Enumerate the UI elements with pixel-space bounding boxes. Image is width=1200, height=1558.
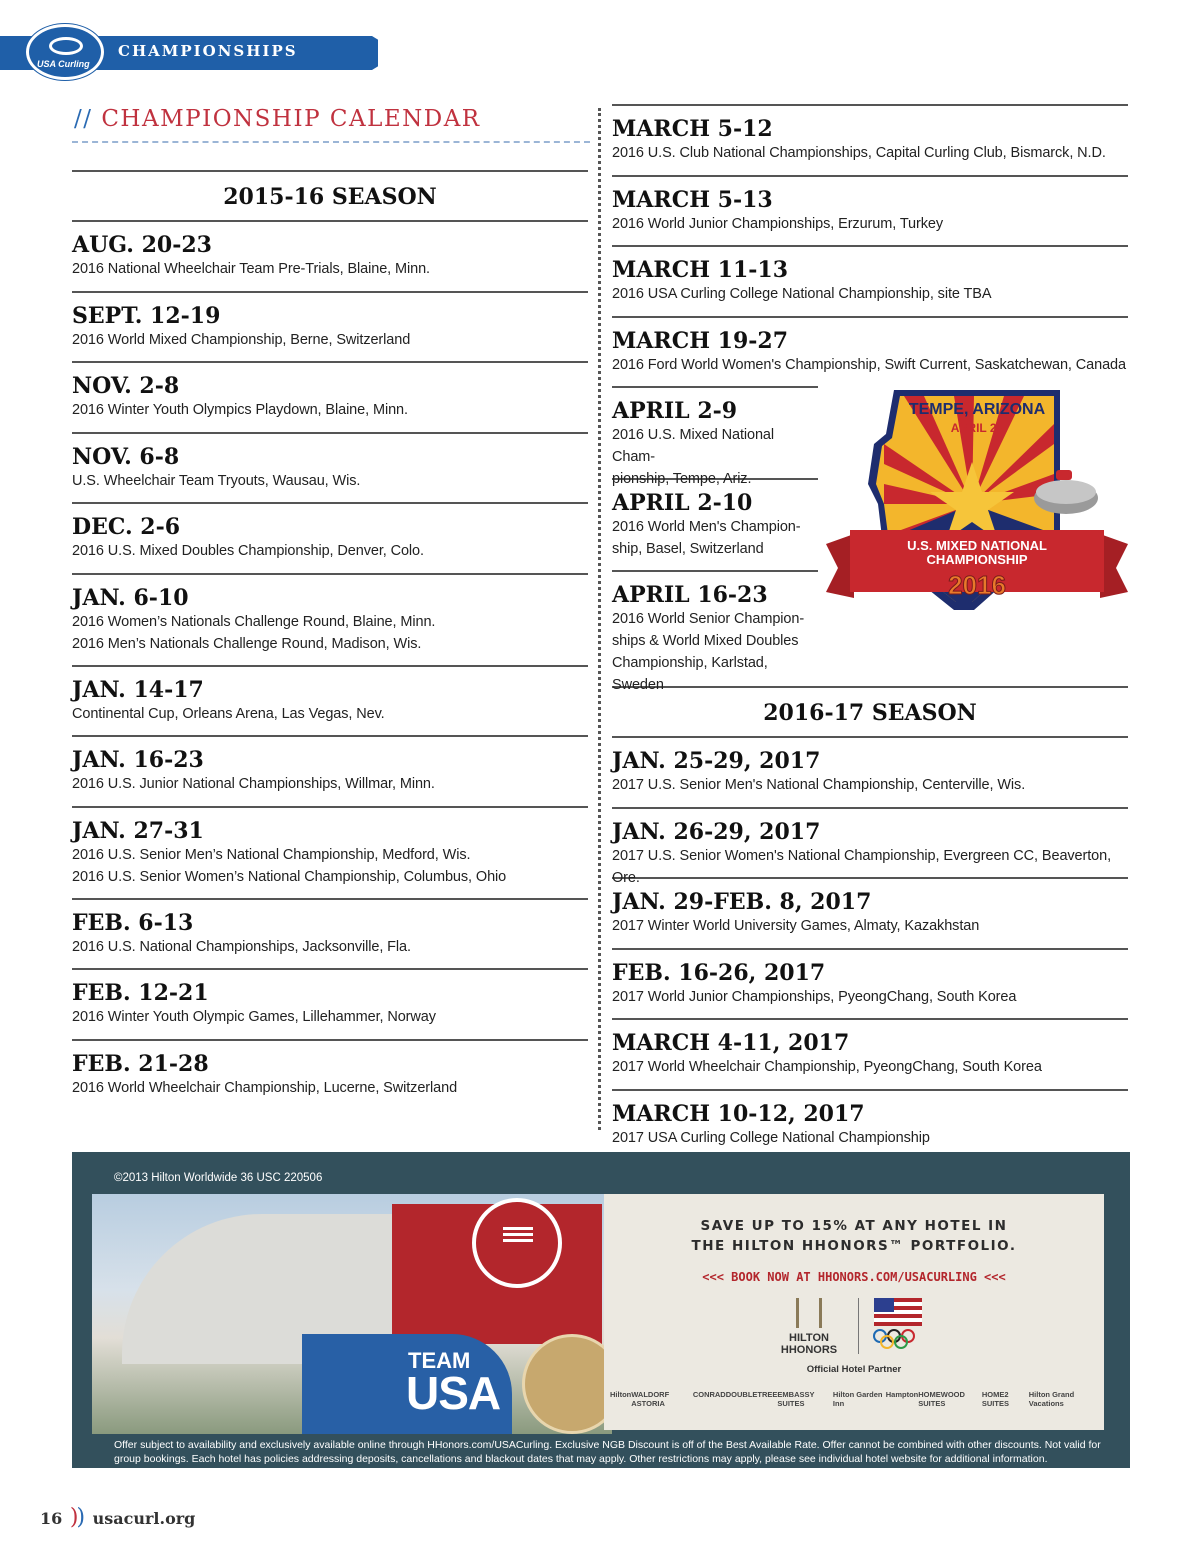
- calendar-event: [612, 478, 818, 570]
- badge-ribbon-line-1: U.S. MIXED NATIONAL: [907, 538, 1047, 553]
- event-description: 2016 U.S. Club National Championships, Capital Curling Club, Bismarck, N.D.: [612, 145, 1106, 161]
- team-usa-sign: [302, 1334, 512, 1434]
- event-description: 2016 World Mixed Championship, Berne, Switzerland: [72, 331, 411, 348]
- event-date: JAN. 26-29, 2017: [612, 818, 821, 845]
- calendar-left-column: [72, 170, 588, 1109]
- hhonors-h-icon: [796, 1298, 822, 1328]
- event-description: ship, Basel, Switzerland: [612, 541, 764, 557]
- ad-fine-print: Offer subject to availability and exclusively available online through HHonors.com/USACurling. Exclusive NGB Discount is off of the Best Available Rate. Offer cannot be combined with other discounts. Not valid for group bookings. Each hotel has policies addressing deposits, cancellations and blackout dates that may apply. Other restrictions may apply, please see individual hotel website for additional information.: [114, 1439, 1101, 1465]
- section-label: CHAMPIONSHIPS: [118, 42, 298, 60]
- event-description: 2016 Men’s Nationals Challenge Round, Madison, Wis.: [72, 635, 422, 652]
- event-description: 2016 World Senior Champion-: [612, 611, 805, 627]
- hotel-brand-logo: EMBASSY SUITES: [777, 1390, 815, 1408]
- hotel-brand-logo: HOME2 SUITES: [981, 1390, 1009, 1408]
- badge-dates: APRIL 2-9: [950, 421, 1008, 435]
- calendar-event: [72, 968, 588, 1039]
- calendar-event: [612, 948, 1128, 1019]
- ad-headline-line-1: SAVE UP TO 15% AT ANY HOTEL IN: [700, 1218, 1008, 1234]
- event-description: 2016 World Men's Champion-: [612, 519, 801, 535]
- calendar-event: [72, 220, 588, 291]
- usa-curling-logo[interactable]: [26, 24, 104, 80]
- event-description: 2016 Winter Youth Olympic Games, Lillehammer, Norway: [72, 1009, 436, 1025]
- event-date: FEB. 6-13: [72, 909, 194, 936]
- event-date: JAN. 27-31: [72, 817, 204, 844]
- calendar-event: [612, 245, 1128, 316]
- event-date: AUG. 20-23: [72, 232, 212, 258]
- event-date: FEB. 12-21: [72, 980, 209, 1006]
- event-description: pionship, Tempe, Ariz.: [612, 471, 752, 487]
- calendar-event: [72, 361, 588, 432]
- event-description: 2016 U.S. Senior Men’s National Championship, Medford, Wis.: [72, 846, 471, 863]
- event-date: JAN. 6-10: [72, 584, 189, 611]
- badge-graphic: [824, 384, 1130, 632]
- footer-url[interactable]: usacurl.org: [92, 1509, 196, 1528]
- event-date: MARCH 4-11, 2017: [612, 1030, 850, 1056]
- event-date: MARCH 19-27: [612, 327, 789, 354]
- ad-photo: [92, 1194, 612, 1434]
- hilton-hhonors-logo: [774, 1298, 844, 1356]
- ad-offer-card: [604, 1194, 1104, 1430]
- hotel-brand-logo: DOUBLETREE: [725, 1390, 778, 1399]
- olympic-committee-seal-icon: [472, 1198, 562, 1288]
- hotel-brand-logo: CONRAD: [692, 1390, 726, 1399]
- calendar-event: [72, 806, 588, 898]
- ad-headline: [604, 1216, 1104, 1256]
- event-description: 2016 U.S. Senior Women’s National Championship, Columbus, Ohio: [72, 868, 507, 885]
- calendar-event: [72, 735, 588, 806]
- calendar-event: [612, 104, 1128, 175]
- event-date: MARCH 10-12, 2017: [612, 1100, 865, 1127]
- calendar-event: [612, 316, 1128, 387]
- logo-divider: [858, 1298, 859, 1354]
- event-description: 2016 Women’s Nationals Challenge Round, Blaine, Minn.: [72, 613, 436, 630]
- calendar-event: [612, 1018, 1128, 1089]
- title-prefix: //: [74, 106, 93, 132]
- event-description: 2017 Winter World University Games, Almaty, Kazakhstan: [612, 918, 980, 934]
- event-description: 2016 Winter Youth Olympics Playdown, Blaine, Minn.: [72, 402, 408, 418]
- event-description: 2016 World Wheelchair Championship, Lucerne, Switzerland: [72, 1079, 458, 1096]
- hotel-brand-logo: WALDORF ASTORIA: [631, 1390, 670, 1408]
- event-date: SEPT. 12-19: [72, 302, 221, 329]
- event-description: 2017 World Junior Championships, PyeongChang, South Korea: [612, 988, 1017, 1005]
- page-footer: 16 )) usacurl.org: [40, 1505, 196, 1530]
- calendar-event: [72, 1039, 588, 1110]
- curling-ring-icon: [49, 37, 83, 55]
- calendar-event: [72, 898, 588, 969]
- calendar-event: [612, 570, 818, 693]
- ad-headline-line-2: THE HILTON HHONORS™ PORTFOLIO.: [691, 1238, 1017, 1254]
- calendar-event: [612, 1089, 1128, 1160]
- event-date: DEC. 2-6: [72, 514, 181, 540]
- calendar-event: [612, 736, 1128, 807]
- hotel-brand-logo: HOMEWOOD SUITES: [918, 1390, 965, 1408]
- ad-copyright: ©2013 Hilton Worldwide 36 USC 220506: [114, 1172, 323, 1184]
- event-description: 2017 USA Curling College National Championship: [612, 1129, 930, 1146]
- calendar-event: [612, 877, 1128, 948]
- team-usa-big-text: USA: [406, 1367, 501, 1419]
- event-date: JAN. 25-29, 2017: [612, 748, 821, 774]
- event-description: 2017 World Wheelchair Championship, PyeongChang, South Korea: [612, 1059, 1042, 1075]
- hotel-brand-logo: Hilton: [610, 1390, 632, 1399]
- season-heading: 2016-17 SEASON: [763, 700, 977, 726]
- event-description: 2017 U.S. Senior Men's National Championship, Centerville, Wis.: [612, 777, 1026, 793]
- title-text: CHAMPIONSHIP CALENDAR: [101, 106, 481, 132]
- ad-book-link[interactable]: <<< BOOK NOW AT HHONORS.COM/USACURLING <<<: [702, 1270, 1006, 1284]
- event-description: 2016 U.S. Mixed Doubles Championship, Denver, Colo.: [72, 543, 424, 559]
- calendar-event: [612, 386, 818, 487]
- hotel-brand-logo: Hilton Garden Inn: [832, 1390, 883, 1408]
- badge-org: USA CURLING: [981, 609, 1057, 621]
- event-description: Continental Cup, Orleans Arena, Las Vegas, Nev.: [72, 705, 385, 722]
- event-description: U.S. Wheelchair Team Tryouts, Wausau, Wis.: [72, 472, 361, 489]
- calendar-event: [72, 291, 588, 362]
- hhonors-logo-text: HILTON HHONORS: [780, 1332, 838, 1356]
- event-date: FEB. 16-26, 2017: [612, 959, 826, 986]
- page-number: 16: [40, 1509, 63, 1528]
- event-date: JAN. 29-FEB. 8, 2017: [612, 889, 872, 915]
- event-description: 2017 U.S. Senior Women's National Championship, Evergreen CC, Beaverton, Ore.: [612, 847, 1112, 886]
- hotel-brand-logo: Hampton: [885, 1390, 919, 1399]
- ad-partner-text: Official Hotel Partner: [806, 1364, 902, 1375]
- event-description: Championship, Karlstad, Sweden: [612, 655, 768, 693]
- logo-text: USA Curling: [37, 59, 90, 69]
- event-description: 2016 U.S. Mixed National Cham-: [612, 427, 775, 465]
- team-usa-small-text: TEAM: [408, 1348, 471, 1373]
- event-date: APRIL 2-10: [612, 490, 753, 516]
- event-date: JAN. 14-17: [72, 676, 204, 703]
- footer-divider-icon: ): [69, 1505, 79, 1530]
- title-divider: [72, 141, 590, 143]
- event-date: FEB. 21-28: [72, 1050, 209, 1077]
- event-description: ships & World Mixed Doubles: [612, 633, 799, 649]
- hotel-brands: [610, 1390, 1098, 1408]
- event-description: 2016 Ford World Women's Championship, Swift Current, Saskatchewan, Canada: [612, 356, 1126, 373]
- event-date: JAN. 16-23: [72, 747, 204, 773]
- event-description: 2016 U.S. National Championships, Jacksonville, Fla.: [72, 938, 411, 955]
- event-description: 2016 National Wheelchair Team Pre-Trials, Blaine, Minn.: [72, 261, 430, 277]
- olympic-rings-icon: [870, 1328, 930, 1350]
- event-date: NOV. 2-8: [72, 373, 180, 399]
- us-flag-icon: [874, 1298, 922, 1326]
- calendar-event: [72, 432, 588, 503]
- hilton-advertisement[interactable]: [72, 1152, 1130, 1468]
- badge-location: TEMPE, ARIZONA: [908, 401, 1046, 418]
- calendar-event: [72, 665, 588, 736]
- event-date: MARCH 5-12: [612, 116, 773, 142]
- badge-ribbon-line-2: CHAMPIONSHIP: [926, 552, 1028, 567]
- event-date: APRIL 2-9: [612, 398, 738, 424]
- event-date: NOV. 6-8: [72, 443, 180, 470]
- event-date: MARCH 11-13: [612, 257, 789, 283]
- event-description: 2016 USA Curling College National Championship, site TBA: [612, 286, 992, 302]
- event-date: APRIL 16-23: [612, 582, 768, 608]
- column-divider: [598, 108, 601, 1130]
- badge-year: 2016: [948, 570, 1006, 600]
- calendar-event: [612, 807, 1128, 886]
- hotel-brand-logo: Hilton Grand Vacations: [1028, 1390, 1075, 1408]
- mixed-national-badge: [824, 384, 1130, 632]
- page-title: [74, 106, 481, 132]
- calendar-event: [612, 175, 1128, 246]
- event-description: 2016 World Junior Championships, Erzurum, Turkey: [612, 215, 943, 232]
- season-heading: 2015-16 SEASON: [223, 184, 437, 210]
- calendar-event: [72, 573, 588, 665]
- calendar-event: [72, 502, 588, 573]
- event-description: 2016 U.S. Junior National Championships, Willmar, Minn.: [72, 776, 435, 792]
- event-date: MARCH 5-13: [612, 186, 773, 213]
